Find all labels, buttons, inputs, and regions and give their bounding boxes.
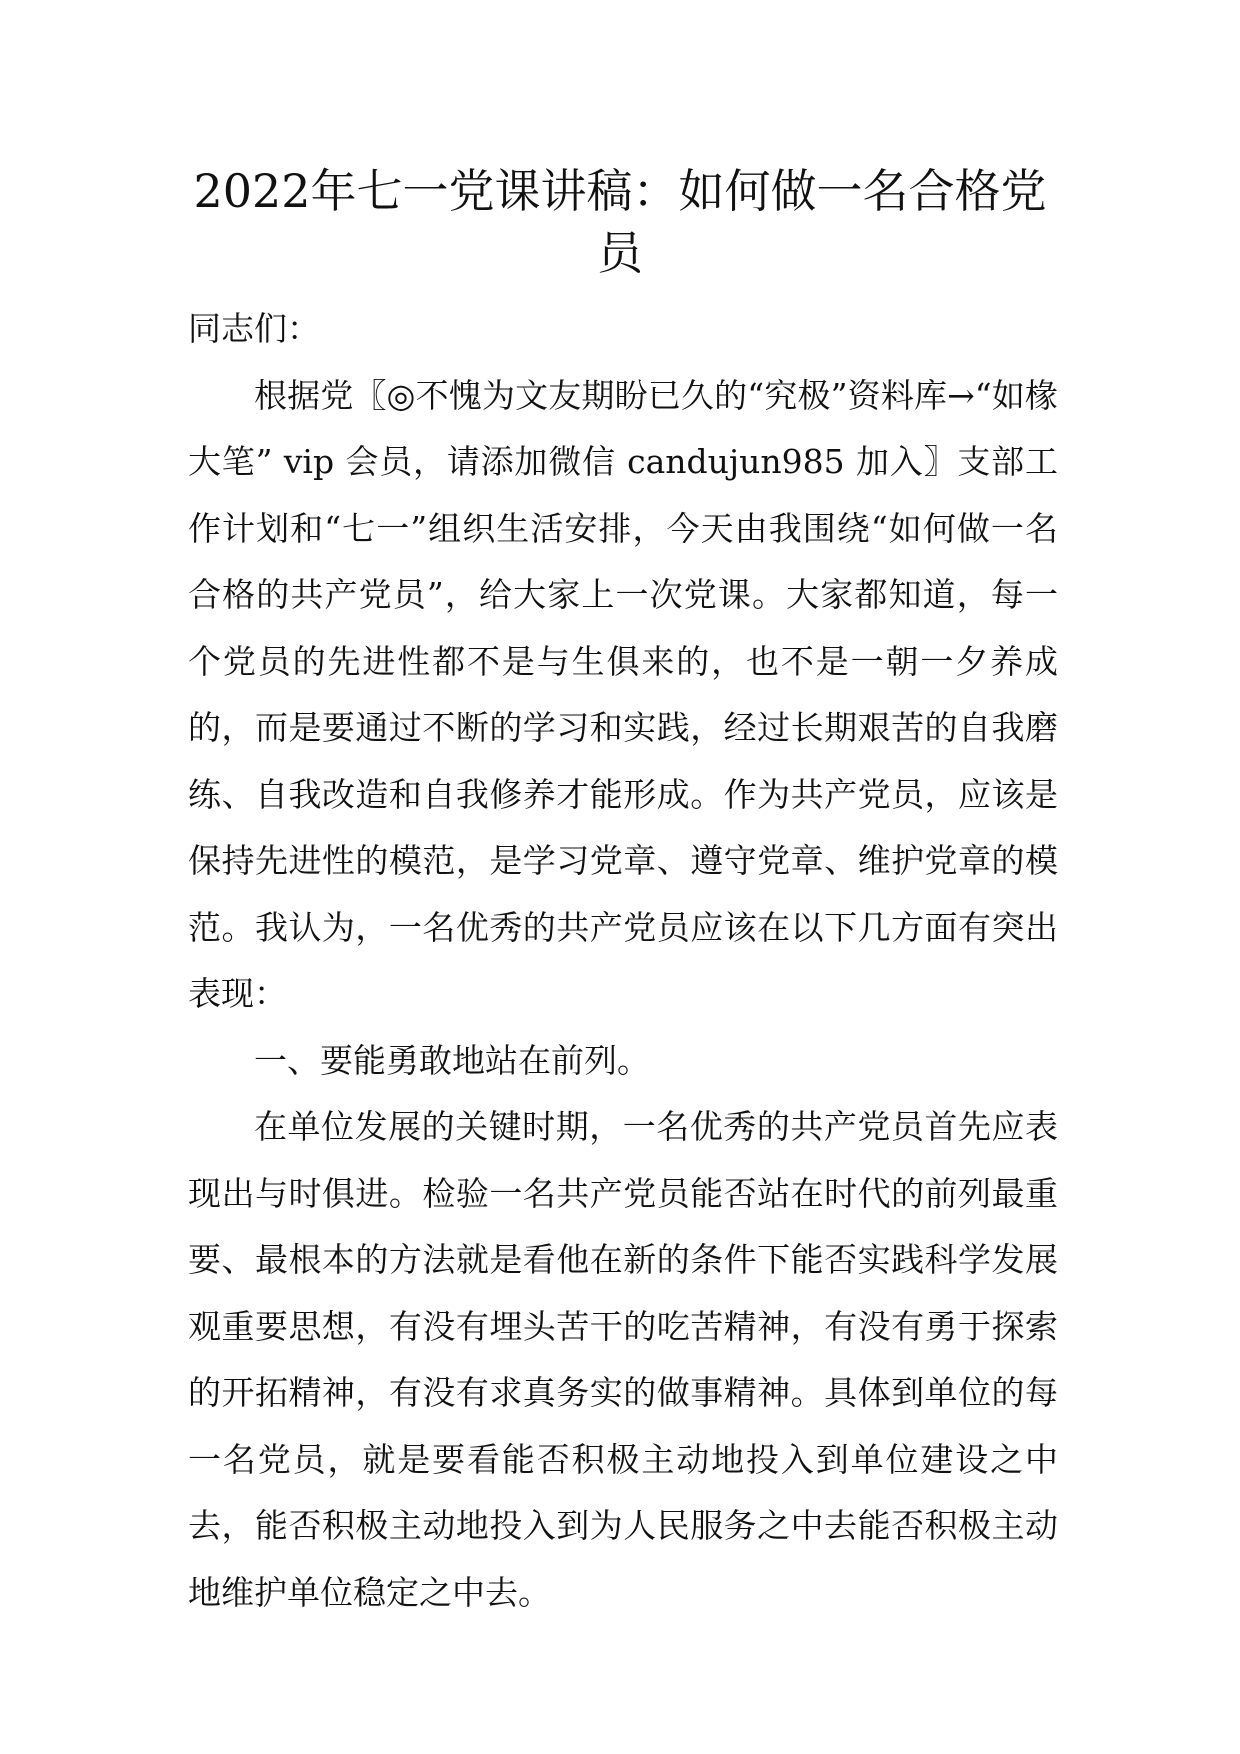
document-body xyxy=(188,296,1058,1626)
salutation: 同志们： xyxy=(188,309,320,348)
section-heading-1: 一、要能勇敢地站在前列。 xyxy=(254,1040,650,1080)
paragraph-section-1: 在单位发展的关键时期，一名优秀的共产党员首先应表现出与时俱进。检验一名共产党员能否站在时代的前列最重要、最根本的方法就是看他在新的条件下能否实践科学发展观重要思想，有没有埋头苦干的吃苦精神，有没有勇于探索的开拓精神，有没有求真务实的做事精神。具体到单位的每一名党员，就是要看能否积极主动地投入到单位建设之中去，能否积极主动地投入到为人民服务之中去能否积极主动地维护单位稳定之中去。 xyxy=(188,1107,1058,1612)
document-title: 2022年七一党课讲稿：如何做一名合格党员 xyxy=(193,164,1047,280)
paragraph-intro: 根据党〖◎不愧为文友期盼已久的“究极”资料库→“如椽大笔” vip 会员，请添加微信 candujun985 加入〗支部工作计划和“七一”组织生活安排，今天由我围绕“如何做一名合格的共产党员”，给大家上一次党课。大家都知道，每一个党员的先进性都不是与生俱来的，也不是一朝一夕养成的，而是要通过不断的学习和实践，经过长期艰苦的自我磨练、自我改造和自我修养才能形成。作为共产党员，应该是保持先进性的模范，是学习党章、遵守党章、维护党章的模范。我认为，一名优秀的共产党员应该在以下几方面有突出表现： xyxy=(188,375,1058,1013)
